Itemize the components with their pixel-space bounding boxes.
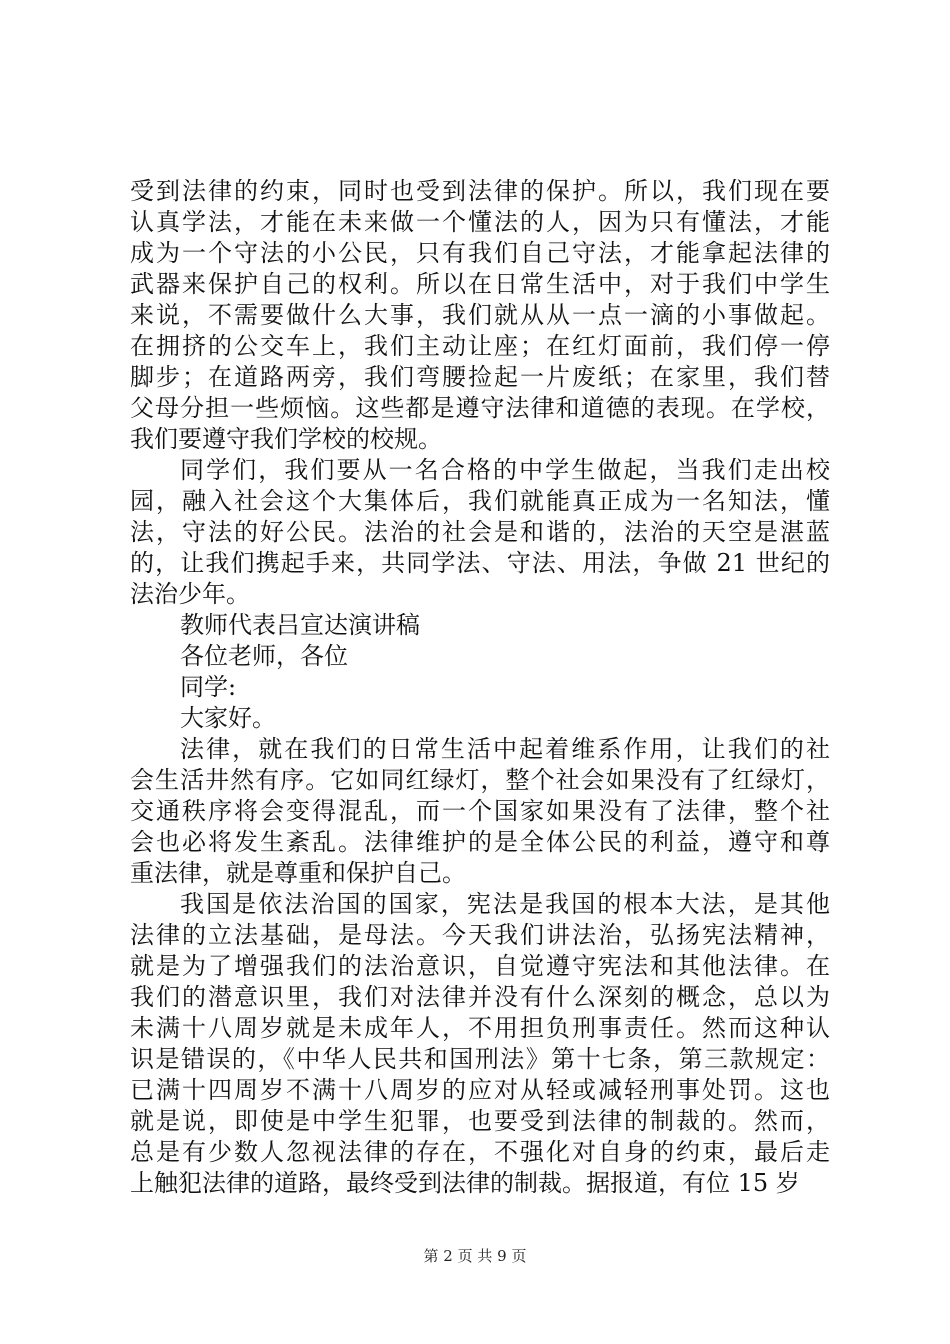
- text-line: 识是错误的，《中华人民共和国刑法》第十七条，第三款规定：: [130, 1045, 830, 1073]
- text-line: 各位老师，各位: [180, 642, 348, 670]
- text-line: 会也必将发生紊乱。法律维护的是全体公民的利益，遵守和尊: [130, 828, 830, 856]
- text-line: 我国是依法治国的国家，宪法是我国的根本大法，是其他: [180, 890, 830, 918]
- text-line: 来说，不需要做什么大事，我们就从从一点一滴的小事做起。: [130, 301, 830, 329]
- text-line: 认真学法，才能在未来做一个懂法的人，因为只有懂法，才能: [130, 208, 830, 236]
- text-line: 我们要遵守我们学校的校规。: [130, 425, 442, 453]
- text-line: 同学:: [180, 673, 237, 701]
- paragraph: [130, 176, 830, 455]
- text-line: 法律，就在我们的日常生活中起着维系作用，让我们的社: [180, 735, 830, 763]
- text-line: 同学们，我们要从一名合格的中学生做起，当我们走出校: [180, 456, 830, 484]
- text-line: 我们的潜意识里，我们对法律并没有什么深刻的概念，总以为: [130, 983, 830, 1011]
- text-line: 受到法律的约束，同时也受到法律的保护。所以，我们现在要: [130, 177, 830, 205]
- paragraph: [130, 734, 830, 889]
- text-line: 园，融入社会这个大集体后，我们就能真正成为一名知法，懂: [130, 487, 830, 515]
- text-line: 上触犯法律的道路，最终受到法律的制裁。据报道，有位 15 岁: [130, 1169, 800, 1197]
- text-line: 在拥挤的公交车上，我们主动让座；在红灯面前，我们停一停: [130, 332, 830, 360]
- text-line: 就是为了增强我们的法治意识，自觉遵守宪法和其他法律。在: [130, 952, 830, 980]
- text-line: 法，守法的好公民。法治的社会是和谐的，法治的天空是湛蓝: [130, 518, 830, 546]
- text-line: 会生活井然有序。它如同红绿灯，整个社会如果没有了红绿灯，: [130, 766, 830, 794]
- text-line: 法治少年。: [130, 580, 250, 608]
- text-line: 脚步；在道路两旁，我们弯腰捡起一片废纸；在家里，我们替: [130, 363, 830, 391]
- text-line: 武器来保护自己的权利。所以在日常生活中，对于我们中学生: [130, 270, 830, 298]
- text-line: 的，让我们携起手来，共同学法、守法、用法，争做 21 世纪的: [130, 549, 830, 577]
- paragraph: [130, 641, 830, 672]
- text-line: 就是说，即使是中学生犯罪，也要受到法律的制裁的。然而，: [130, 1107, 830, 1135]
- paragraph: [130, 610, 830, 641]
- body-text: [130, 176, 830, 1199]
- text-line: 法律的立法基础，是母法。今天我们讲法治，弘扬宪法精神，: [130, 921, 830, 949]
- text-line: 已满十四周岁不满十八周岁的应对从轻或减轻刑事处罚。这也: [130, 1076, 830, 1104]
- page-footer: 第 2 页 共 9 页: [423, 1247, 527, 1265]
- text-line: 成为一个守法的小公民，只有我们自己守法，才能拿起法律的: [130, 239, 830, 267]
- paragraph: [130, 889, 830, 1199]
- text-line: 重法律，就是尊重和保护自己。: [130, 859, 466, 887]
- text-line: 总是有少数人忽视法律的存在，不强化对自身的约束，最后走: [130, 1138, 830, 1166]
- paragraph: [130, 455, 830, 610]
- paragraph: [130, 672, 830, 703]
- text-line: 父母分担一些烦恼。这些都是遵守法律和道德的表现。在学校，: [130, 394, 830, 422]
- text-line: 大家好。: [180, 704, 276, 732]
- text-line: 交通秩序将会变得混乱，而一个国家如果没有了法律，整个社: [130, 797, 830, 825]
- paragraph: [130, 703, 830, 734]
- text-line: 教师代表吕宣达演讲稿: [180, 611, 420, 639]
- text-line: 未满十八周岁就是未成年人，不用担负刑事责任。然而这种认: [130, 1014, 830, 1042]
